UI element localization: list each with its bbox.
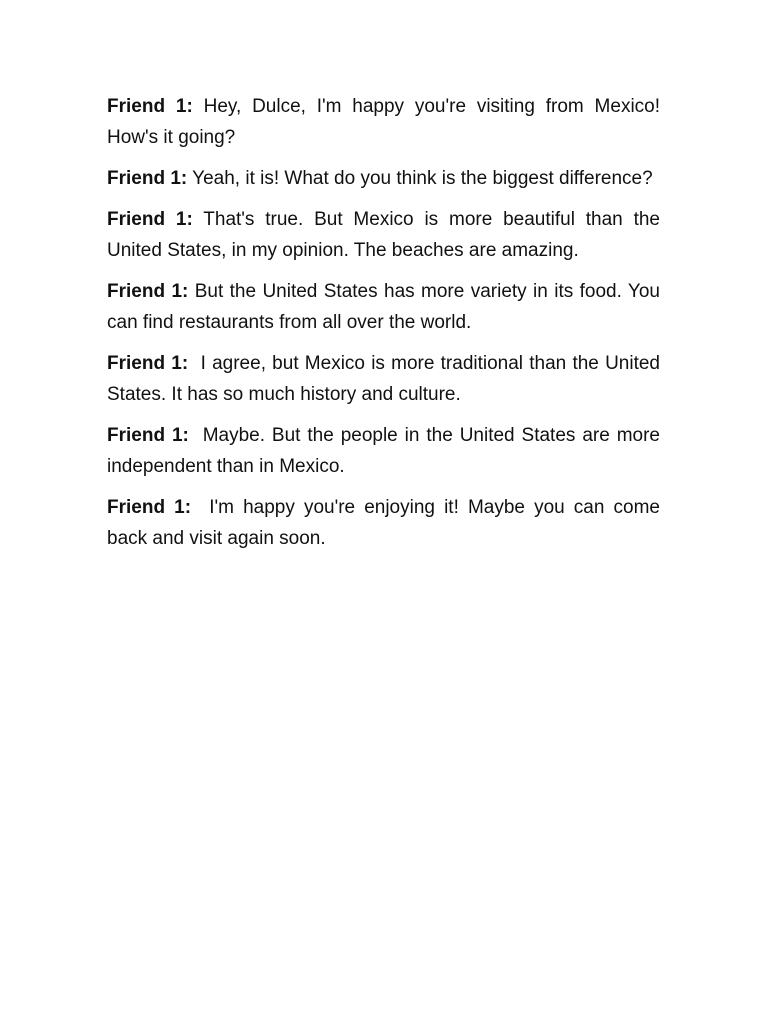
speaker-label: Friend 1: xyxy=(107,168,188,189)
speaker-label: Friend 1: xyxy=(107,497,192,518)
dialogue-line xyxy=(107,163,660,194)
dialogue-text-content: But the United States has more variety in its food. You can find restaurants from all over the world. xyxy=(107,281,666,333)
dialogue-line xyxy=(107,91,666,153)
dialogue-text-content: That's true. But Mexico is more beautiful than the United States, in my opinion. The beaches are amazing. xyxy=(107,209,666,261)
dialogue-line xyxy=(107,204,666,266)
speaker-label: Friend 1: xyxy=(107,96,193,117)
dialogue-text-content: I agree, but Mexico is more traditional than the United States. It has so much history and culture. xyxy=(107,353,666,405)
dialogue-text xyxy=(107,91,666,564)
dialogue-line xyxy=(107,420,666,482)
dialogue-text-content: Maybe. But the people in the United States are more independent than in Mexico. xyxy=(107,425,666,477)
dialogue-text-content: Hey, Dulce, I'm happy you're visiting from Mexico! How's it going? xyxy=(107,96,666,148)
speaker-label: Friend 1: xyxy=(107,209,193,230)
speaker-label: Friend 1: xyxy=(107,353,189,374)
dialogue-line xyxy=(107,492,666,554)
speaker-label: Friend 1: xyxy=(107,425,189,446)
speaker-label: Friend 1: xyxy=(107,281,189,302)
dialogue-text-content: I'm happy you're enjoying it! Maybe you can come back and visit again soon. xyxy=(107,497,666,549)
dialogue-text-content: Yeah, it is! What do you think is the biggest difference? xyxy=(187,168,653,189)
dialogue-line xyxy=(107,276,666,338)
dialogue-line xyxy=(107,348,666,410)
